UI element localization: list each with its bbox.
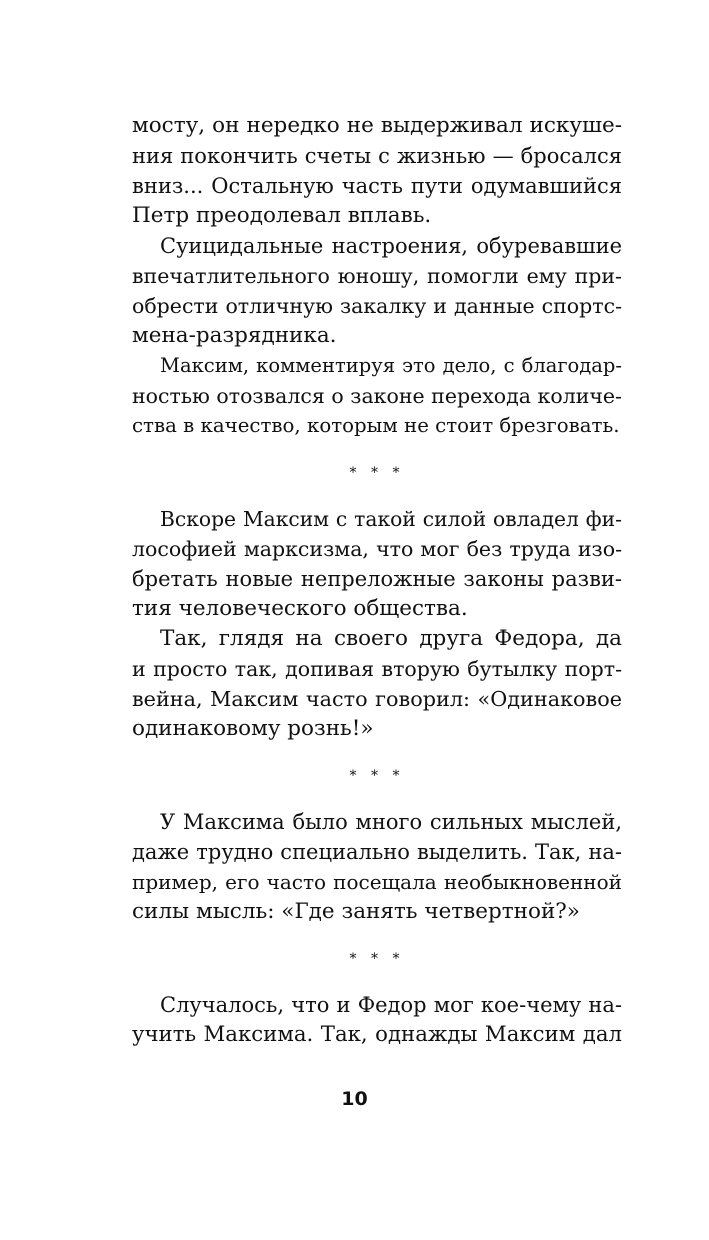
text-line-content: пример, его часто посещала необыкновенной	[132, 870, 622, 894]
text-line-content: ностью отозвался о законе перехода количе-	[132, 384, 622, 408]
text-line-content: Так, глядя на своего друга Федора, да	[160, 626, 622, 651]
paragraph	[132, 504, 622, 624]
paragraph	[132, 111, 622, 231]
section-separator: * * *	[349, 951, 405, 967]
text-line-content: мосту, он нередко не выдерживал искуше-	[132, 113, 622, 138]
text-line	[132, 564, 622, 594]
text-line-content: вейна, Максим часто говорил: «Одинаковое	[132, 687, 622, 711]
text-line	[132, 684, 622, 714]
text-line-content: даже трудно специально выделить. Так, на-	[132, 840, 622, 864]
text-line	[132, 534, 622, 564]
section-separator: * * *	[349, 768, 405, 784]
book-page	[132, 111, 622, 1050]
text-body	[132, 111, 622, 1050]
page-number: 10	[341, 1088, 368, 1110]
text-line-content: Суицидальные настроения, обуревавшие	[160, 234, 622, 258]
text-line	[132, 411, 622, 441]
text-line	[132, 504, 622, 534]
text-line	[132, 867, 622, 897]
text-line	[132, 837, 622, 867]
paragraph	[132, 807, 622, 927]
text-line	[132, 624, 622, 654]
text-line	[132, 291, 622, 321]
text-line	[132, 201, 622, 231]
text-line-content: Случалось, что и Федор мог кое-чему на-	[160, 993, 622, 1017]
section-separator: * * *	[349, 465, 405, 481]
paragraph	[132, 231, 622, 351]
text-line	[132, 351, 622, 381]
text-line-content: мена-разрядника.	[132, 323, 337, 348]
text-line-content: У Максима было много сильных мыслей,	[160, 810, 622, 834]
text-line-content: силы мысль: «Где занять четвертной?»	[132, 899, 580, 924]
text-line	[132, 714, 622, 744]
text-line	[132, 1020, 622, 1050]
text-line-content: учить Максима. Так, однажды Максим дал	[132, 1022, 622, 1047]
text-line	[132, 654, 622, 684]
paragraph	[132, 624, 622, 744]
text-line-content: бретать новые непреложные законы разви-	[132, 567, 622, 591]
text-line-content: вниз... Остальную часть пути одумавшийся	[132, 174, 622, 198]
text-line-content: тия человеческого общества.	[132, 596, 468, 621]
text-line-content: Максим, комментируя это дело, с благодар-	[160, 354, 622, 377]
text-line-content: Петр преодолевал вплавь.	[132, 203, 432, 228]
paragraph	[132, 990, 622, 1050]
text-line	[132, 141, 622, 171]
text-line	[132, 111, 622, 141]
paragraph	[132, 351, 622, 441]
text-line	[132, 261, 622, 291]
text-line	[132, 321, 622, 351]
text-line	[132, 897, 622, 927]
text-line-content: обрести отличную закалку и данные спортс-	[132, 294, 622, 318]
text-line	[132, 990, 622, 1020]
text-line	[132, 594, 622, 624]
text-line	[132, 807, 622, 837]
text-line-content: ния покончить счеты с жизнью — бросался	[132, 144, 622, 168]
text-line	[132, 381, 622, 411]
text-line	[132, 231, 622, 261]
text-line	[132, 171, 622, 201]
text-line-content: ства в качество, которым не стоит брезговать.	[132, 414, 620, 437]
text-line-content: Вскоре Максим с такой силой овладел фи-	[160, 507, 622, 531]
text-line-content: впечатлительного юношу, помогли ему при-	[132, 264, 622, 288]
text-line-content: и просто так, допивая вторую бутылку порт-	[132, 657, 622, 681]
text-line-content: лософией марксизма, что мог без труда изо-	[132, 537, 622, 561]
text-line-content: одинаковому рознь!»	[132, 716, 374, 741]
